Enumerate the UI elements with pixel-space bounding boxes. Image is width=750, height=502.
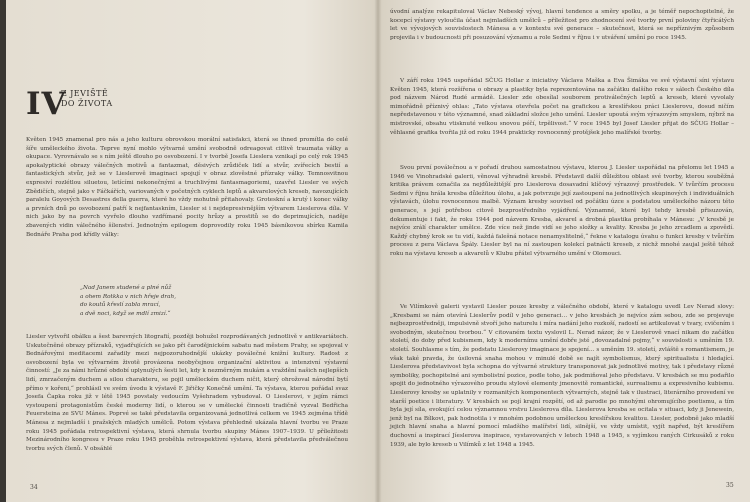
page-number-right: 35 (726, 482, 734, 489)
poem-line-4: a dvě noci, když se mdlí zmizí.“ (80, 310, 171, 317)
chapter-title-line2: DO ŽIVOTA (61, 99, 113, 108)
chapter-number: IV (26, 86, 67, 122)
left-paragraph-2: Liesler vytvořil obálku a šest barevných litografií, později bohužel rozprodávaných jednotlivě v antikvariátech. Uskutečněné obrazy přízraků, vyjadřujících se jako při čarodějnickém sabatu nad městem Prahy, se spojoval v Bednářovými meditacemi zařadily mezi nejpozoruhodnější ukázky poválečné knižní kultury. Radost z osvobození byla ve výtvarném životě provázena neobyčejnou organizační aktivitou a intenzivní výstavní činností: „Je za námi hrůzné období uplynulých šesti let, kdy k nezměrným mukám a vraždění našich nejlepších lidí, zmrzačeným duchem a silou charakteru, se pojil uměleckém duchem ničit, který ohrožoval národní bytí přímo v kořeni,“ prohlásil ve svém úvodu k výstavě F. Jiřičky Konečně umění. Ta výstava, kterou pořádal svaz Josefa Čapka roku již v létě 1945 povstaly vedoucím Vyšehradem vybudoval. O Lieslerovi, v jejím rámci vystoupení protagonistům české moderny lidí, o kterou se v umělecké činnosti tradičně vyzval Bedřicha Feuersteina ze SVU Mánes. Poprvé se také představila organizovaná jednotlivá celkem ve 1945 zejména třídě Mánesa z nejmladší i pražských mladých umělců. Potom výstava přehledně ukázala hlavní tvorbu ve Praze roku 1945 pořádala retrospektivní výstava, která shrnula tvorbu skupiny Mánes 1907–1939. U příležitosti Mezinárodního kongresu v Praze roku 1945 proběhla retrospektivní výstava, která představila předválečnou tvorbu svých členů. V obsáhlé (26, 334, 348, 452)
right-paragraph-4: Ve Vilímkově galerii vystavil Liesler pouze kresby z válečného období, které v katalogu uvedl Lev Nerad slovy: „Kresbami se nám otevírá Lieslerův podíl v jeho generaci… v jeho kresbách je nejvíce zám sebou, zde se projevuje nejbezprostředněji, impulsivně stvoří jeho naturelu i míra nadání jeho rozkoší, radostí se artikulovat v tvary, cvičením i svobodným, skutečnou tvorbou.“ V citovaném textu vyslovil L. Nerad názor, že v Lieslerově vnací nikam do začátku století, do doby před kubismem, kdy k modernímu umění dobře jsté „dovozadalné pojmy,“ v souvislosti s uměním 19. století. Souhlasme s tím, že podstatu Lieslerovy imaginace je spojení… s uměním 19. století, zvláště s romantismem, je však také pravda, že úsilovná snaha mohou v minulé době se najít symbolismus, který spiritualistu i hledající. Lieslerova představivost byla schopna do výtvarné struktury transponovat jak jednotlivé motivy, tak i představy různé symboliky, pochopitelné ani symbolistní pozice, podle toho, jak podmiňoval jeho představu. V kresbách se mu podařilo spojit do jednotného výrazového proudu stylové elementy jmenovitě romantické, surrealismu a expresivního kubismu. Lieslerovy kresby se uplatnily v rozmanitých komponentech výtvarných, stejně tak v ilustraci, literárního provedení ve starší poetice i literatury. V kresbách se pojí krajní rozpětí, od až parodie po mnohými ohromujícího poetismu, a tím byla její síla, evokující celou významnou vrstvu Lieslerova díla. Lieslerova kresba se ocitala v situaci, kdy ji Jenewein, jenž byl na Bílkovi, pak hodnotila i v mnohém podobnou uměleckou kreslířskou kvalitou. Liesler, podobně jako mladší jejich hlavní snaha a hlavní pomocí mladšího malířství lidí, silnější, ve vždy umístit, vyjít napřed, být kreslířem duchovní a inspirací Jíeslerova inspirace, vystavovaných v letech 1948 a 1945, s vyjímkou raných Cirkusáků z roku 1939, ale bylo kreseb u Vilímků z let 1948 a 1945. (390, 304, 734, 448)
poem-quote (80, 284, 310, 318)
book-spread (6, 0, 750, 502)
poem-line-3: do koutů křeslí zabla mrací, (80, 302, 161, 309)
left-page (16, 0, 356, 502)
chapter-title-line1: Z JEVIŠTĚ (61, 89, 109, 98)
right-paragraph-3: Svou první poválečnou a v pořadí druhou samostatnou výstavu, kterou J. Liesler uspořádal na přelomu let 1945 a 1946 ve Vinohradské galerii, věnoval výhradně kresbě. Představil další důležitou oblast své tvorby, kterou souběžná kritika právem označila za nejdůležitější pro Lieslerova dosavadní klíčový výrazový prostředek. V tvůrčím procesu Sedmi v říjnu hrála kresba důležitou úlohu, a jak potvrzuje její zastoupení na jednotlivých skupinových i individuálních výstavách, úlohu rovnocennou malbě. Význam kresby souvisel od počátku úzce s podstatou uměleckého názoru této generace, s její potřebou citově bezprostředního vyjádření. Významné, které byl tehdy kresbě přisuzován, dokumentuje i fakt, že roku 1944 pod názvem Kresba, akvarel a drobná plastika probíhala v Mánesu: „V kresbě je nejvíce zrálí charakter umělce. Zde více než jinde vidí se jeho složky a kvality. Kresba je jeho zrcadlem a zpovědí. Každý chybný krok se tu vidí, každá falešná notace nenamyslitelně,“ řekne v katalogu úvahu o funkci kresby v tvůrčím procesu z pera Václava Špály. Liesler byl na ní zastoupen kolekcí patnácti kreseb, z nichž mnohé zaujal ještě téhož roku na výstavu kreseb a akvarelů v Klubu přátel výtvarného umění v Olomouci. (390, 165, 734, 257)
right-page (390, 0, 740, 502)
page-number-left: 34 (30, 484, 38, 491)
poem-line-2: a ohem Rotkka v nich hřeje drah, (80, 293, 177, 300)
poem-line-1: „Nad Janem studené a plné nůž (80, 285, 172, 291)
chapter-title (61, 89, 181, 109)
left-paragraph-1: Květen 1945 znamenal pro nás a jeho kulturu obrovskou morální satisfakci, která se ihned promítla do celé šíře uměleckého života. Teprve nyní mohlo výtvarné umění svobodně odreagovat citlivě traumata války a okupace. Vyrovnávalo se s ním ještě dlouho po osvobození. I v tvorbě Josefa Lieslera vznikají po celý rok 1945 apokalyptické obrazy válečných motivů a fantazmat, děsivých zrůdiček lidí a stvůr, zvířecích bestií a fantastických stvůr, jež se v Lieslerově imaginaci spojují v obraz zlověstné přízraky války. Temnosvitnou expresiví rozlétlou siluetou, letícími nekonečnými a truchlivými fantasmagoriemi, uzavřel Liesler ve svých Zbědičích, stejně jako v Fáčkářích, variovaných v početných cyklech leptů a akvarelových kreseb, navozujících paralelu Goyových Desastres della guerra, které ho vždy mohutně přitahovaly. Groteskní a krutý i konec války a prvních dnů po osvobození patří k nejfantaskním, Liesler si i nejdepresivnějším výtvarem Lieslerova díla. V nich jako by na povrch vyvřelo dlouho vzdřímané pocity hrůzy a prostitů se do deprimujících, naděje zbavených vidin válečného šílenství. Jednotným epilogem doprovodily roku 1945 básníkovou sbírku Kamila Bednáře Praha pod křídly války: (26, 137, 348, 238)
right-paragraph-2: V září roku 1945 uspořádal SČUG Hollar z iniciativy Václava Maška a Eva Šimáka ve své výstavní síni výstavu Květen 1945, která rozšířena o obrazy a plastiky byla reprezentována na začátku dalšího roku v sálech Českého díla pod názvem Národ Rudé armádě. Liesler zde obesílal souborem protiválečných leptů a kreseb, které vyvolaly mimořádně příznivý ohlas: „Tato výstava otevřela počet na grafickou a kreslířskou práci Lieslerovu, dosud ničím nepředstavenou v této významné, snad základní složce jeho umění. Liesler upoutá svým výrazovým smyslem, nýbrž na mistrovské, obsahu vtisknuté velkou snovou péčí, trpělivost.“ V roce 1945 byl Josef Liesler přijat do SČUG Hollar – věhlasné grafika tvořila již od roku 1944 prakticky rovnocenný protějšek jeho malířské tvorby. (390, 78, 734, 136)
right-paragraph-1: úvodní analýze rekapituloval Václav Nebeský vývoj, hlavní tendence a směry spolku, a je téměř nepochopitelné, že kocepcí výstavy vyloučila účast nejmladších umělců – příležitost pro zhodnocení své tvorby první poloviny čtyřicátých let ve vývojových souvislostech Mánesa a v kontextu své generace – skutečnost, která se nepříznivým způsobem projevila i v budoucnosti při posuzování významu a role Sedmi v říjnu i v utváření umění po roce 1945. (390, 9, 734, 41)
